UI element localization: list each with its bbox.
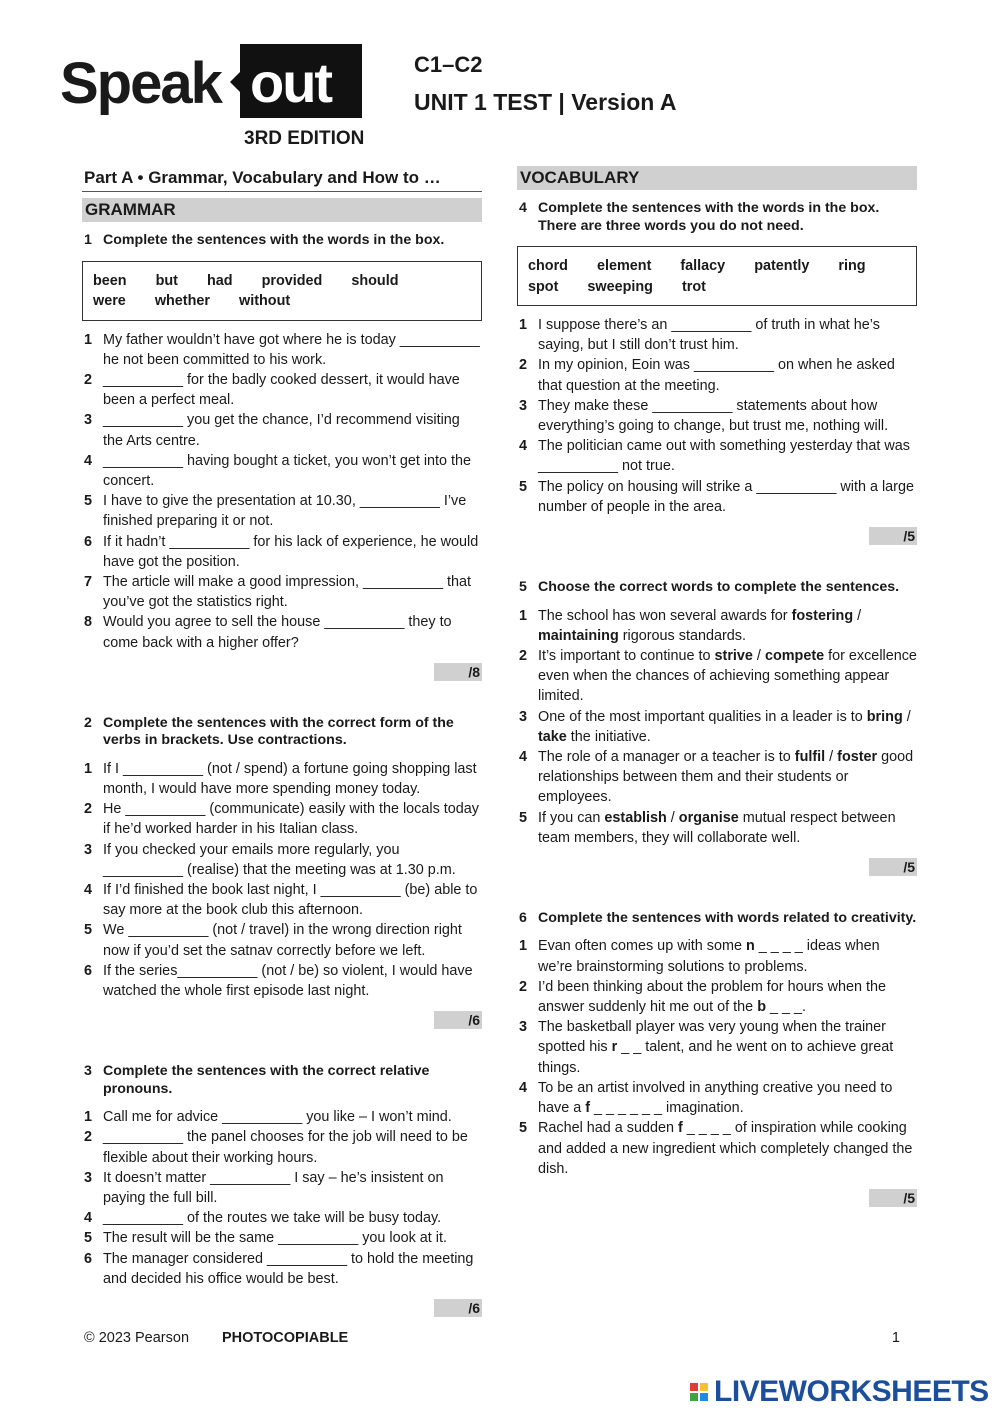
- question-text[interactable]: He __________ (communicate) easily with the locals today if he’d worked harder in his Italian class.: [103, 801, 479, 838]
- question-number: 1: [84, 760, 93, 777]
- task-6: [517, 910, 917, 1207]
- question-item: [82, 840, 482, 880]
- question-item: [82, 330, 482, 370]
- task-instruction: Complete the sentences with the correct relative pronouns.: [103, 1063, 430, 1097]
- question-item: [517, 1017, 917, 1078]
- question-number: 1: [84, 331, 93, 348]
- left-column: [82, 166, 482, 1317]
- first-letter: n: [745, 938, 755, 955]
- task-instruction: Complete the sentences with the words in the box.: [103, 232, 445, 248]
- question-number: 4: [519, 748, 528, 765]
- option-a[interactable]: bring: [866, 708, 903, 725]
- question-list: [517, 606, 917, 848]
- question-text[interactable]: If you checked your emails more regularly, you __________ (realise) that the meeting was at 1.30 p.m.: [103, 841, 456, 878]
- question-number: 2: [84, 371, 93, 388]
- question-number: 5: [84, 922, 93, 939]
- question-number: 1: [519, 607, 528, 624]
- box-word: fallacy: [680, 258, 726, 274]
- sentence-start: The school has won several awards for: [538, 607, 792, 624]
- option-a[interactable]: establish: [604, 809, 667, 826]
- task-instruction: Complete the sentences with the words in the box. There are three words you do not need.: [538, 200, 880, 234]
- question-number: 2: [84, 1129, 93, 1146]
- sentence-start: Rachel had a sudden: [538, 1120, 679, 1137]
- question-list: [82, 1107, 482, 1289]
- task-number: 1: [84, 232, 92, 248]
- question-number: 5: [519, 478, 528, 495]
- question-item: [517, 936, 917, 976]
- question-text[interactable]: [538, 1118, 917, 1179]
- logo-square: [690, 1383, 698, 1391]
- score-label: /5: [869, 527, 917, 545]
- box-word: should: [351, 272, 399, 289]
- question-list: [517, 315, 917, 517]
- question-item: [82, 491, 482, 531]
- question-item: [517, 646, 917, 707]
- question-number: 1: [84, 1109, 93, 1126]
- task-4: [517, 200, 917, 545]
- question-number: 2: [519, 647, 528, 664]
- score-label: /8: [434, 663, 482, 681]
- sentence-end: good relationships between them and their students or employees.: [538, 748, 914, 806]
- logo-speak: Speak: [60, 51, 221, 116]
- question-number: 5: [519, 1120, 528, 1137]
- word-box: [82, 261, 482, 321]
- question-text[interactable]: In my opinion, Eoin was __________ on when he asked that question at the meeting.: [538, 357, 895, 394]
- question-item: [517, 707, 917, 747]
- logo-square: [690, 1393, 698, 1401]
- box-word: but: [155, 272, 178, 289]
- vocabulary-section-title: VOCABULARY: [517, 166, 917, 190]
- question-number: 3: [519, 708, 528, 725]
- question-list: [517, 936, 917, 1178]
- question-list: [82, 759, 482, 1001]
- task-heading: [517, 200, 917, 235]
- question-item: [517, 396, 917, 436]
- question-number: 3: [519, 397, 528, 414]
- score-label: /6: [434, 1299, 482, 1317]
- task-number: 5: [519, 579, 527, 596]
- task-heading: [517, 910, 917, 928]
- question-text[interactable]: __________ of the routes we take will be busy today.: [103, 1210, 442, 1227]
- liveworksheets-logo-icon: [690, 1383, 708, 1401]
- sentence-start: If you can: [538, 809, 605, 826]
- logo-square: [700, 1383, 708, 1391]
- question-text[interactable]: I have to give the presentation at 10.30, __________ I’ve finished preparing it or not.: [103, 493, 467, 530]
- question-text[interactable]: [538, 977, 917, 1017]
- question-item: [82, 759, 482, 799]
- question-number: 1: [519, 317, 528, 333]
- option-a[interactable]: strive: [714, 647, 753, 664]
- sentence-start: It’s important to continue to: [538, 647, 715, 664]
- sentence-end: for excellence even when the chances of achieving something appear limited.: [538, 647, 917, 705]
- sentence-end: _ _ _ _ ideas when we’re brainstorming solutions to problems.: [538, 938, 880, 975]
- question-text[interactable]: [538, 1078, 917, 1118]
- task-heading: [82, 1063, 482, 1098]
- question-item: [82, 451, 482, 491]
- task-3: [82, 1063, 482, 1317]
- question-number: 1: [519, 938, 528, 955]
- logo-edition: 3RD EDITION: [244, 128, 365, 149]
- level-label: C1–C2: [414, 52, 483, 77]
- score-box: [517, 1189, 917, 1207]
- task-heading: [517, 579, 917, 597]
- question-item: [82, 1168, 482, 1208]
- question-text[interactable]: They make these __________ statements about how everything’s going to change, but trust me, nothing will.: [538, 397, 889, 435]
- score-box: [517, 527, 917, 545]
- question-item: [82, 1127, 482, 1167]
- question-text[interactable]: My father wouldn’t have got where he is today __________ he not been committed to his work.: [103, 331, 480, 368]
- liveworksheets-watermark: [690, 1374, 989, 1410]
- question-item: [82, 920, 482, 960]
- box-word: sweeping: [587, 278, 653, 295]
- sentence-end: the initiative.: [566, 728, 651, 745]
- question-text[interactable]: If the series__________ (not / be) so violent, I would have watched the whole first episode last night.: [103, 962, 473, 999]
- option-b[interactable]: maintaining: [538, 627, 619, 644]
- question-number: 7: [84, 573, 93, 590]
- question-item: [517, 436, 917, 476]
- part-title: Part A • Grammar, Vocabulary and How to …: [82, 166, 482, 192]
- question-text[interactable]: If I __________ (not / spend) a fortune going shopping last month, I would have more spending money today.: [103, 760, 477, 797]
- sentence-end: _ _ talent, and he went on to achieve great things.: [538, 1039, 894, 1076]
- score-box: [82, 1011, 482, 1029]
- box-word: had: [206, 272, 233, 289]
- box-word: ring: [838, 258, 866, 274]
- sentence-end: _ _ _ _ of inspiration while cooking and added a new ingredient which completely changed the dish.: [538, 1120, 913, 1177]
- task-1: [82, 232, 482, 681]
- question-text[interactable]: The manager considered __________ to hold the meeting and decided his office would be best.: [103, 1250, 474, 1287]
- task-number: 4: [519, 200, 527, 216]
- question-item: [517, 355, 917, 395]
- logo-square: [700, 1393, 708, 1401]
- task-5: [517, 579, 917, 876]
- first-letter: f: [585, 1100, 591, 1117]
- question-text[interactable]: The article will make a good impression, __________ that you’ve got the statistics right.: [103, 573, 471, 611]
- box-word: patently: [754, 258, 810, 274]
- sentence-start: Evan often comes up with some: [538, 938, 746, 955]
- question-text[interactable]: The result will be the same __________ you look at it.: [103, 1230, 447, 1247]
- question-item: [517, 808, 917, 848]
- task-number: 3: [84, 1063, 92, 1080]
- first-letter: f: [678, 1120, 683, 1137]
- question-item: [517, 1118, 917, 1179]
- question-number: 3: [84, 1169, 93, 1186]
- question-item: [82, 1249, 482, 1289]
- question-text: The school has won several awards for fostering / maintaining rigorous standards.: [538, 607, 862, 644]
- box-word: trot: [681, 278, 706, 295]
- box-word: whether: [154, 293, 210, 309]
- question-item: [517, 747, 917, 808]
- sentence-start: One of the most important qualities in a leader is to: [538, 708, 867, 725]
- task-number: 2: [84, 714, 92, 731]
- box-word: without: [239, 293, 291, 309]
- page-title: UNIT 1 TEST | Version A: [414, 89, 677, 115]
- score-box: [82, 1299, 482, 1317]
- copyright: © 2023 Pearson: [84, 1330, 190, 1346]
- question-number: 2: [519, 978, 528, 995]
- question-text: The role of a manager or a teacher is to fulfil / foster good relationships between them and their students or employees.: [538, 748, 914, 806]
- box-word: element: [596, 258, 652, 274]
- page-number: 1: [891, 1330, 900, 1346]
- sentence-end: rigorous standards.: [618, 627, 746, 644]
- question-item: [82, 410, 482, 450]
- question-number: 3: [84, 412, 93, 429]
- task-instruction: Complete the sentences with words related to creativity.: [538, 909, 917, 926]
- question-item: [82, 799, 482, 839]
- question-text: If you can establish / organise mutual respect between team members, they will collaborate well.: [538, 809, 896, 846]
- question-text[interactable]: If I’d finished the book last night, I __________ (be) able to say more at the book club this afternoon.: [103, 881, 478, 919]
- box-word: were: [93, 293, 126, 309]
- question-number: 5: [84, 493, 93, 510]
- sentence-end: mutual respect between team members, they will collaborate well.: [538, 809, 896, 846]
- question-text[interactable]: Call me for advice __________ you like – I won’t mind.: [103, 1109, 452, 1126]
- score-label: /5: [869, 1189, 917, 1207]
- question-item: [82, 1228, 482, 1248]
- question-list: [82, 330, 482, 653]
- question-number: 4: [519, 1079, 528, 1096]
- option-b[interactable]: take: [538, 728, 567, 745]
- question-number: 6: [84, 533, 93, 550]
- logo-out: out: [250, 51, 332, 114]
- question-text[interactable]: Would you agree to sell the house __________ they to come back with a higher offer?: [103, 614, 452, 651]
- score-box: [82, 663, 482, 681]
- question-item: [82, 1107, 482, 1127]
- question-number: 6: [84, 962, 93, 979]
- question-item: [517, 477, 917, 517]
- question-text[interactable]: [538, 1017, 917, 1078]
- question-item: [517, 315, 917, 355]
- photocopiable-label: PHOTOCOPIABLE: [222, 1330, 349, 1346]
- question-number: 2: [84, 801, 93, 818]
- question-text[interactable]: I suppose there’s an __________ of truth in what he’s saying, but I still don’t trust him.: [538, 317, 880, 354]
- question-text[interactable]: It doesn’t matter __________ I say – he’s insistent on paying the full bill.: [103, 1169, 444, 1206]
- question-number: 4: [84, 452, 93, 469]
- question-item: [82, 532, 482, 572]
- question-text[interactable]: __________ the panel chooses for the job will need to be flexible about their working hours.: [103, 1129, 468, 1166]
- option-b[interactable]: organise: [678, 809, 739, 826]
- question-number: 3: [84, 841, 93, 858]
- grammar-section-title: GRAMMAR: [82, 198, 482, 222]
- question-text[interactable]: If it hadn’t __________ for his lack of experience, he would have got the position.: [103, 533, 479, 570]
- question-item: [82, 572, 482, 612]
- question-item: [517, 606, 917, 646]
- question-number: 5: [519, 809, 528, 826]
- first-letter: b: [757, 999, 766, 1016]
- question-text: One of the most important qualities in a leader is to bring / take the initiative.: [538, 708, 911, 745]
- word-box: [517, 246, 917, 306]
- sentence-start: I’d been thinking about the problem for hours when the answer suddenly hit me out of the: [538, 978, 887, 1016]
- question-text: It’s important to continue to strive / compete for excellence even when the chances of achieving something appear limited.: [538, 647, 917, 705]
- option-a[interactable]: fulfil: [794, 748, 826, 765]
- first-letter: r: [611, 1039, 618, 1056]
- sentence-end: _ _ _.: [765, 999, 806, 1016]
- question-item: [82, 370, 482, 410]
- question-item: [82, 1208, 482, 1228]
- question-number: 4: [519, 438, 528, 455]
- task-instruction: Complete the sentences with the correct form of the verbs in brackets. Use contractions.: [103, 714, 454, 749]
- option-a[interactable]: fostering: [791, 607, 854, 624]
- question-text[interactable]: __________ you get the chance, I’d recommend visiting the Arts centre.: [103, 412, 460, 449]
- score-box: [517, 858, 917, 876]
- box-word: provided: [261, 272, 323, 289]
- question-number: 5: [84, 1230, 93, 1247]
- question-number: 8: [84, 614, 93, 631]
- question-number: 4: [84, 1210, 93, 1227]
- task-heading: [82, 715, 482, 750]
- option-b[interactable]: foster: [837, 748, 878, 765]
- sentence-start: The role of a manager or a teacher is to: [538, 748, 795, 765]
- question-number: 4: [84, 881, 93, 898]
- watermark-text: LIVEWORKSHEETS: [714, 1375, 989, 1408]
- sentence-start: The basketball player was very young when the trainer spotted his: [538, 1019, 886, 1056]
- question-text[interactable]: We __________ (not / travel) in the wrong direction right now if you’d set the satnav correctly before we left.: [103, 922, 462, 959]
- question-item: [82, 612, 482, 652]
- question-item: [82, 961, 482, 1001]
- task-2: [82, 715, 482, 1029]
- task-heading: [82, 232, 482, 250]
- question-text[interactable]: The policy on housing will strike a __________ with a large number of people in the area.: [538, 478, 914, 515]
- sentence-start: To be an artist involved in anything creative you need to have a: [538, 1079, 893, 1117]
- task-instruction: Choose the correct words to complete the sentences.: [538, 579, 900, 596]
- question-text[interactable]: [538, 936, 917, 976]
- question-text[interactable]: The politician came out with something yesterday that was __________ not true.: [538, 438, 910, 475]
- score-label: /5: [869, 858, 917, 876]
- question-number: 6: [84, 1250, 93, 1267]
- question-text[interactable]: __________ having bought a ticket, you won’t get into the concert.: [103, 452, 472, 489]
- question-item: [517, 977, 917, 1017]
- option-b[interactable]: compete: [764, 647, 825, 664]
- task-number: 6: [519, 909, 527, 926]
- right-column: [517, 166, 917, 1207]
- sentence-end: _ _ _ _ _ _ imagination.: [590, 1100, 744, 1117]
- score-label: /6: [434, 1011, 482, 1029]
- box-word: chord: [528, 258, 568, 274]
- question-item: [82, 880, 482, 920]
- box-word: spot: [528, 278, 559, 295]
- question-text[interactable]: __________ for the badly cooked dessert, it would have been a perfect meal.: [103, 371, 460, 409]
- question-item: [517, 1078, 917, 1118]
- question-number: 2: [519, 357, 528, 374]
- box-word: been: [93, 272, 127, 289]
- question-number: 3: [519, 1019, 528, 1036]
- speakout-logo: [60, 42, 370, 152]
